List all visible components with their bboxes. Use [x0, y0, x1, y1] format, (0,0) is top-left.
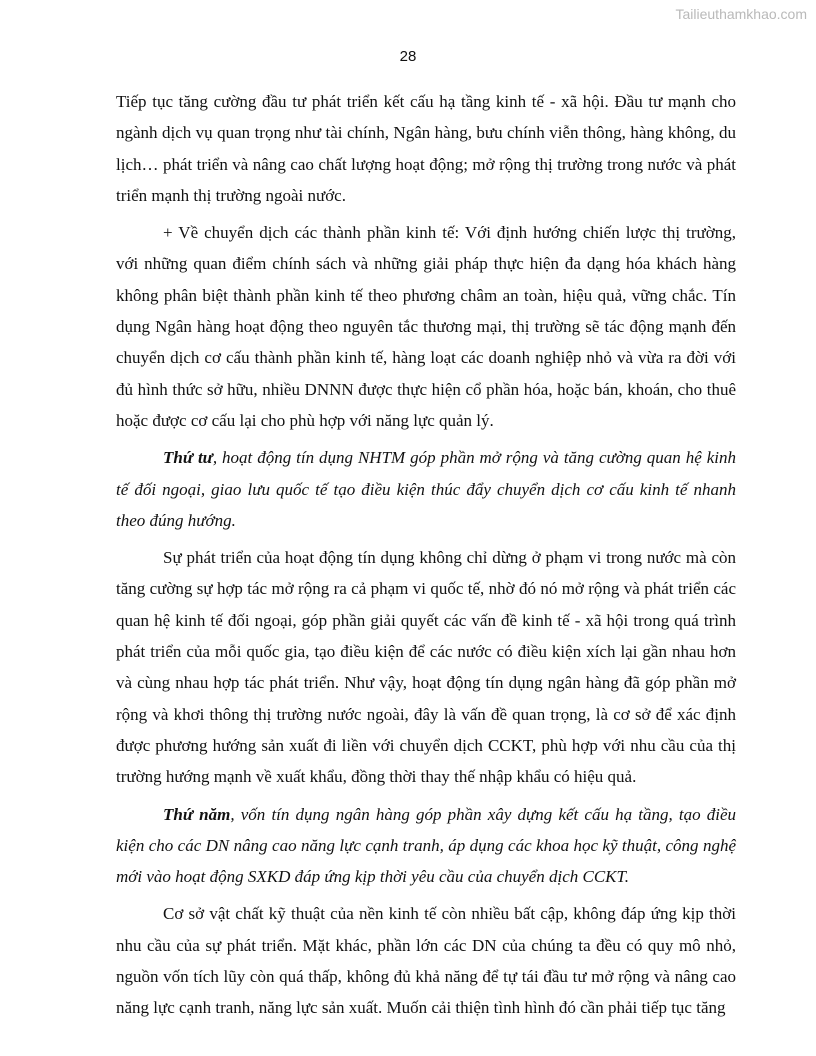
paragraph-infrastructure: Tiếp tục tăng cường đầu tư phát triển kết cấu hạ tầng kinh tế - xã hội. Đầu tư mạnh cho ngành dịch vụ quan trọng như tài chính, Ngân hàng, bưu chính viễn thông, hàng không, du lịch… phát triển và nâng cao chất lượng hoạt động; mở rộng thị trường trong nước và phát triển mạnh thị trường ngoài nước.	[116, 92, 736, 205]
paragraph-economic-sectors: + Về chuyển dịch các thành phần kinh tế: Với định hướng chiến lược thị trường, với những quan điểm chính sách và những giải pháp thực hiện đa dạng hóa khách hàng không phân biệt thành phần kinh tế theo phương châm an toàn, hiệu quả, vững chắc. Tín dụng Ngân hàng hoạt động theo nguyên tắc thương mại, thị trường sẽ tác động mạnh đến chuyển dịch cơ cấu thành phần kinh tế, hàng loạt các doanh nghiệp nhỏ và vừa ra đời với đủ hình thức sở hữu, nhiều DNNN được thực hiện cổ phần hóa, hoặc bán, khoán, cho thuê hoặc được cơ cấu lại cho phù hợp với năng lực quản lý.	[116, 223, 736, 430]
fifth-lead: Thứ năm	[163, 804, 231, 824]
page-number: 28	[399, 48, 417, 65]
fifth-text: , vốn tín dụng ngân hàng góp phần xây dựng kết cấu hạ tầng, tạo điều kiện cho các DN nâng cao năng lực cạnh tranh, áp dụng các khoa học kỹ thuật, công nghệ mới vào hoạt động SXKD đáp ứng kịp thời yêu cầu của chuyển dịch CCKT.	[116, 804, 736, 887]
paragraph-technical-base: Cơ sở vật chất kỹ thuật của nền kinh tế còn nhiều bất cập, không đáp ứng kịp thời nhu cầu của sự phát triển. Mặt khác, phần lớn các DN của chúng ta đều có quy mô nhỏ, nguồn vốn tích lũy còn quá thấp, không đủ khả năng để tự tái đầu tư mở rộng và nâng cao năng lực cạnh tranh, năng lực sản xuất. Muốn cải thiện tình hình đó cần phải tiếp tục tăng	[116, 904, 736, 1018]
fourth-text: , hoạt động tín dụng NHTM góp phần mở rộng và tăng cường quan hệ kinh tế đối ngoại, giao lưu quốc tế tạo điều kiện thúc đẩy chuyển dịch cơ cấu kinh tế nhanh theo đúng hướng.	[116, 448, 736, 530]
paragraph-fourth-heading	[116, 442, 736, 536]
document-body	[116, 86, 736, 1030]
paragraph-international-cooperation: Sự phát triển của hoạt động tín dụng không chỉ dừng ở phạm vi trong nước mà còn tăng cường sự hợp tác mở rộng ra cả phạm vi quốc tế, nhờ đó nó mở rộng và phát triển các quan hệ kinh tế đối ngoại, góp phần giải quyết các vấn đề kinh tế - xã hội trong quá trình phát triển của mỗi quốc gia, tạo điều kiện để các nước có điều kiện xích lại gần nhau hơn và cùng nhau hợp tác phát triển. Như vậy, hoạt động tín dụng ngân hàng đã góp phần mở rộng và khơi thông thị trường nước ngoài, đây là vấn đề quan trọng, là cơ sở để xác định được phương hướng sản xuất đi liền với chuyển dịch CCKT, phù hợp với nhu cầu của thị trường hướng mạnh về xuất khẩu, đồng thời thay thế nhập khẩu có hiệu quả.	[116, 548, 736, 787]
paragraph-fifth-heading	[116, 799, 736, 893]
fourth-lead: Thứ tư	[163, 448, 213, 468]
watermark: Tailieuthamkhao.com	[675, 6, 807, 22]
